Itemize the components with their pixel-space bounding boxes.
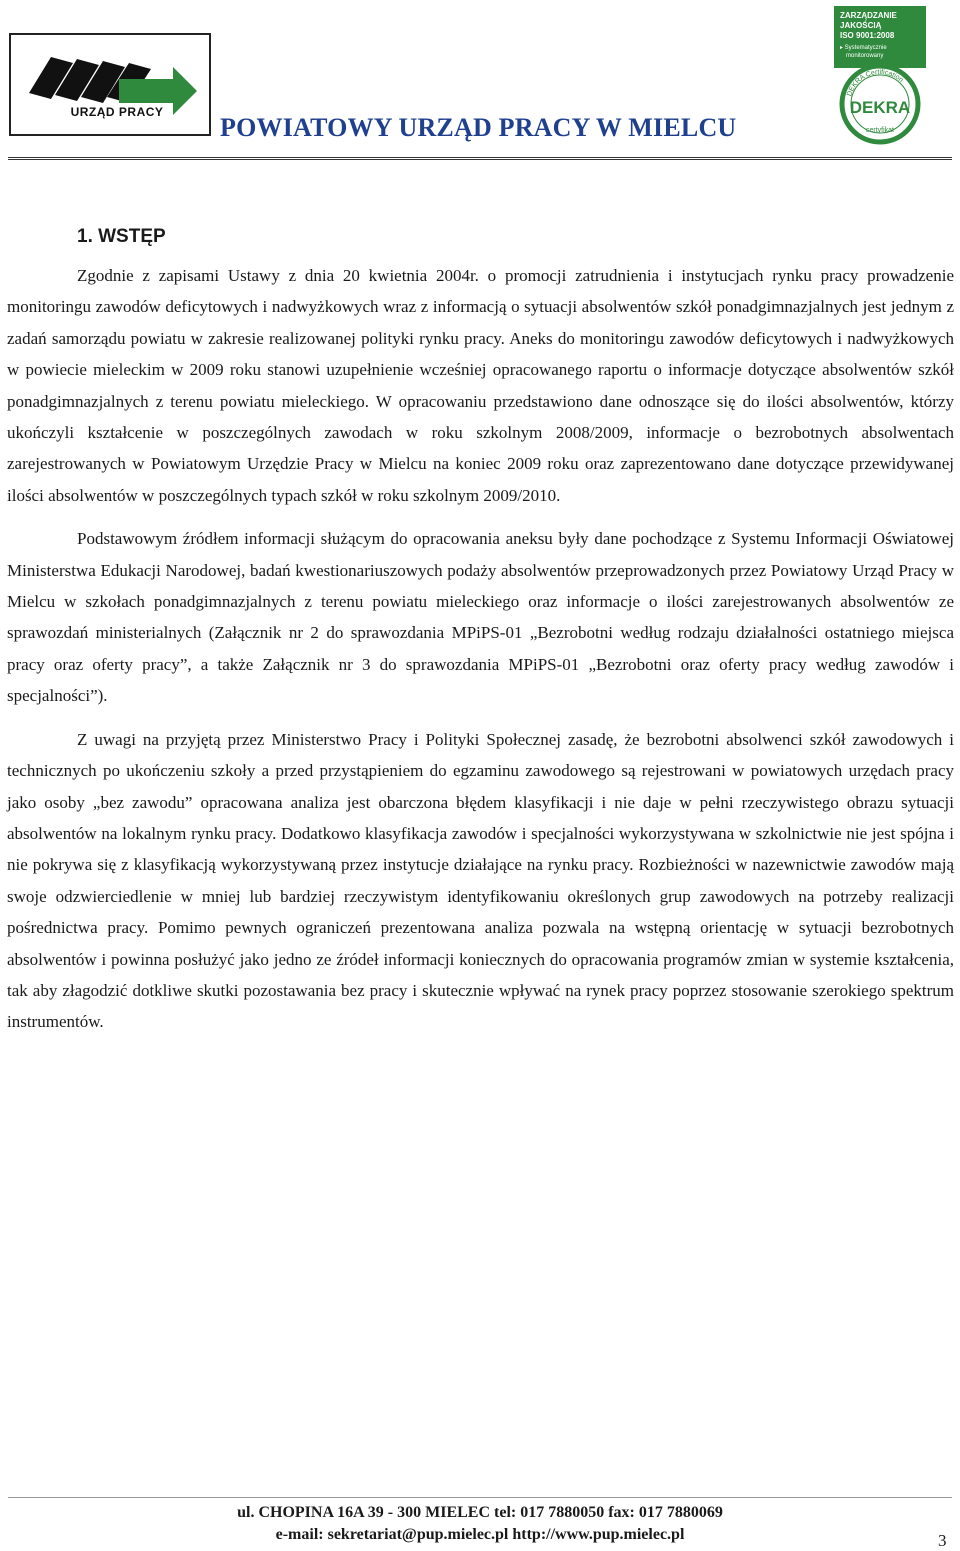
iso-certificate-badge — [834, 6, 926, 146]
section-heading: 1. WSTĘP — [77, 226, 166, 247]
certificate-line: ISO 9001:2008 — [840, 31, 895, 40]
office-logo — [9, 33, 211, 136]
certificate-line: ▸ Systematycznie — [840, 45, 887, 51]
logo-text: URZĄD PRACY — [70, 105, 164, 119]
paragraph: Z uwagi na przyjętą przez Ministerstwo Pracy i Polityki Społecznej zasadę, że bezrobotni absolwenci szkół zawodowych i technicznych po ukończeniu szkoły a przed przystąpieniem do egzaminu zawodowego są rejestrowani w powiatowych urzędach pracy jako osoby „bez zawodu” opracowana analiza jest obarczona błędem klasyfikacji i nie daje w pełni rzeczywistego obrazu sytuacji absolwentów na lokalnym rynku pracy. Dodatkowo klasyfikacja zawodów i specjalności wykorzystywana w szkolnictwie nie jest spójna i nie pokrywa się z klasyfikacją wykorzystywaną przez instytucje działające na rynku pracy. Rozbieżności w nazewnictwie zawodów mają swoje odzwierciedlenie w mniej lub bardziej rzeczywistym identyfikowaniu określonych grup zawodowych na potrzeby realizacji pośrednictwa pracy. Pomimo pewnych ograniczeń prezentowana analiza pozwala na wstępną orientację w sytuacji bezrobotnych absolwentów i powinna posłużyć jako jedno ze źródeł informacji koniecznych do opracowania programów zmian w systemie kształcenia, tak aby złagodzić dotkliwe skutki pozostawania bez pracy i skutecznie wpływać na rynek pracy poprzez stosowanie szerokiego spektrum instrumentów. — [7, 729, 954, 1032]
page-number: 3 — [938, 1531, 947, 1550]
dekra-brand: DEKRA — [849, 98, 911, 117]
certificate-line: monitorowany — [846, 53, 884, 59]
logo-graphic — [11, 35, 209, 134]
page-header — [0, 0, 960, 165]
footer-address: ul. CHOPINA 16A 39 - 300 MIELEC tel: 017 7880050 fax: 017 7880069 — [237, 1504, 723, 1521]
header-divider — [8, 157, 952, 160]
certificate-label — [834, 6, 926, 68]
organization-title: POWIATOWY URZĄD PRACY W MIELCU — [220, 113, 737, 142]
page-footer — [0, 1502, 960, 1546]
seal-bottom-text: certyfikat — [865, 127, 895, 134]
certificate-line: JAKOŚCIĄ — [840, 21, 882, 30]
paragraph: Podstawowym źródłem informacji służącym do opracowania aneksu były dane pochodzące z Systemu Informacji Oświatowej Ministerstwa Edukacji Narodowej, badań kwestionariuszowych podaży absolwentów przeprowadzonych przez Powiatowy Urząd Pracy w Mielcu w szkołach ponadgimnazjalnych z terenu powiatu mieleckiego oraz informacje o ilości zarejestrowanych absolwentów ze sprawozdań ministerialnych (Załącznik nr 2 do sprawozdania MPiPS-01 „Bezrobotni według rodzaju działalności ostatniego miejsca pracy oraz oferty pracy”, a także Załącznik nr 3 do sprawozdania MPiPS-01 „Bezrobotni oraz oferty pracy według zawodów i specjalności”). — [7, 529, 954, 706]
footer-contact: e-mail: sekretariat@pup.mielec.pl http://www.pup.mielec.pl — [275, 1526, 685, 1543]
certificate-line: ZARZĄDZANIE — [840, 11, 897, 20]
footer-divider — [8, 1497, 952, 1498]
document-body — [7, 222, 954, 1050]
paragraph: Zgodnie z zapisami Ustawy z dnia 20 kwietnia 2004r. o promocji zatrudnienia i instytucjach rynku pracy prowadzenie monitoringu zawodów deficytowych i nadwyżkowych wraz z informacją o sytuacji absolwentów szkół ponadgimnazjalnych jest jednym z zadań samorządu powiatu w zakresie realizowanej polityki rynku pracy. Aneks do monitoringu zawodów deficytowych i nadwyżkowych w powiecie mieleckim w 2009 roku stanowi uzupełnienie wcześniej opracowanego raportu o informacje dotyczące absolwentów szkół ponadgimnazjalnych z terenu powiatu mieleckiego. W opracowaniu przedstawiono dane odnoszące się do ilości absolwentów, którzy ukończyli kształcenie w poszczególnych zawodach w roku szkolnym 2008/2009, informacje o bezrobotnych absolwentach zarejestrowanych w Powiatowym Urzędzie Pracy w Mielcu na koniec 2009 roku oraz zaprezentowano dane dotyczące przewidywanej ilości absolwentów w poszczególnych typach szkół w roku szkolnym 2009/2010. — [7, 266, 954, 505]
seal-ring-text: DEKRA Certification — [846, 68, 905, 98]
